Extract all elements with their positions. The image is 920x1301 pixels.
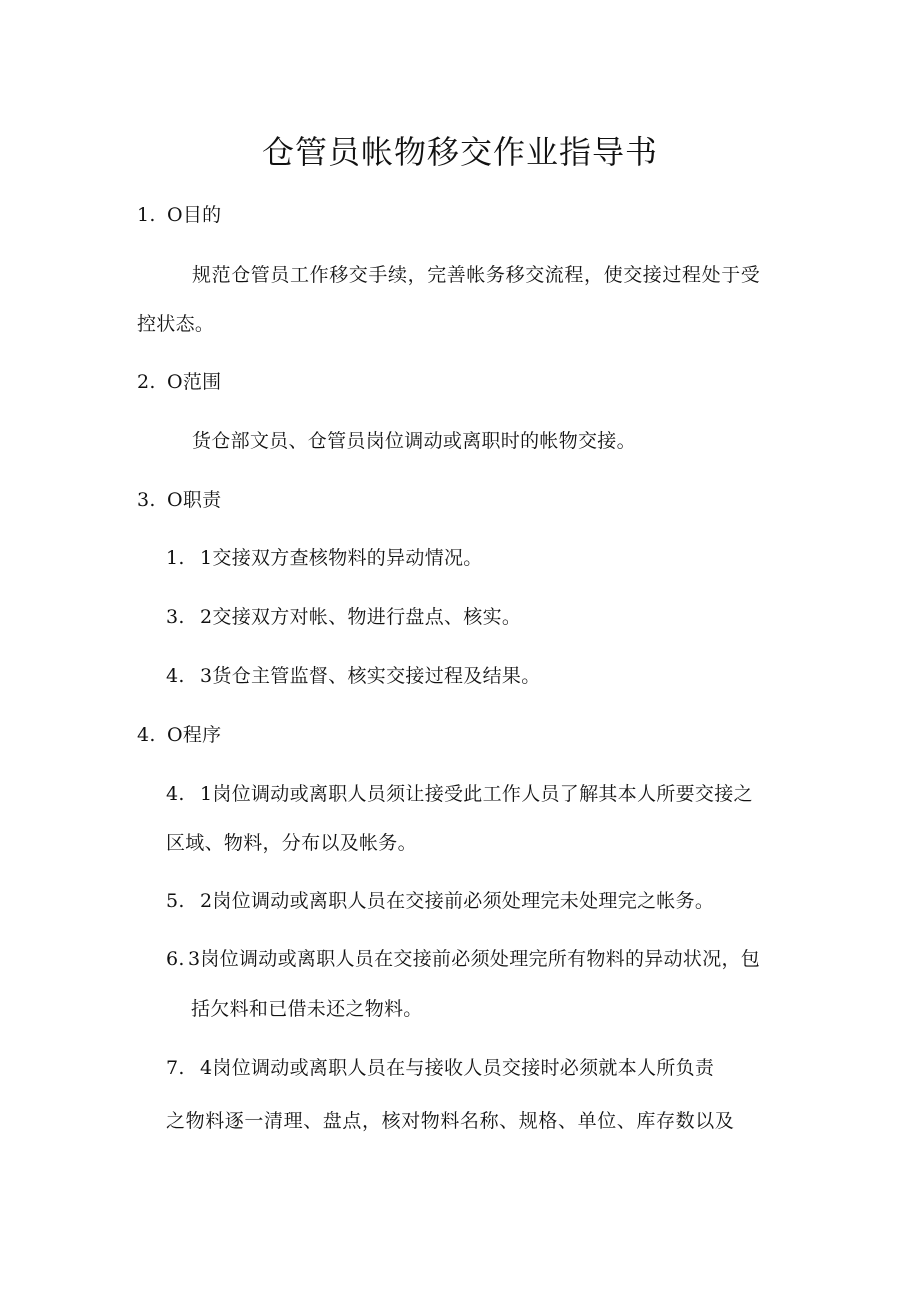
item-text: 2交接双方对帐、物进行盘点、核实。 bbox=[200, 606, 522, 628]
item-number: 5. bbox=[166, 890, 185, 912]
section-3-heading bbox=[137, 488, 221, 512]
page-title: 仓管员帐物移交作业指导书 bbox=[261, 133, 658, 171]
section-title: O程序 bbox=[167, 724, 222, 746]
section-number: 4. bbox=[137, 724, 156, 746]
section-title: O目的 bbox=[167, 204, 222, 226]
list-item bbox=[166, 664, 541, 688]
item-number: 6. bbox=[166, 948, 185, 970]
item-text: 1岗位调动或离职人员须让接受此工作人员了解其本人所要交接之 bbox=[200, 783, 753, 805]
section-number: 2. bbox=[137, 371, 156, 393]
item-continuation: 括欠料和已借未还之物料。 bbox=[191, 998, 423, 1020]
item-continuation: 之物料逐一清理、盘点，核对物料名称、规格、单位、库存数以及 bbox=[166, 1110, 735, 1132]
item-number: 3. bbox=[166, 606, 185, 628]
section-title: O职责 bbox=[167, 489, 222, 511]
paragraph-line: 货仓部文员、仓管员岗位调动或离职时的帐物交接。 bbox=[192, 430, 636, 452]
item-number: 1. bbox=[166, 547, 185, 569]
item-text: 3岗位调动或离职人员在交接前必须处理完所有物料的异动状况，包 bbox=[188, 948, 761, 970]
section-1-heading bbox=[137, 203, 221, 227]
list-item bbox=[166, 546, 483, 570]
item-continuation: 区域、物料，分布以及帐务。 bbox=[166, 832, 417, 854]
item-number: 4. bbox=[166, 665, 185, 687]
list-item bbox=[166, 1056, 714, 1080]
item-text: 4岗位调动或离职人员在与接收人员交接时必须就本人所负责 bbox=[200, 1057, 715, 1079]
paragraph-line: 规范仓管员工作移交手续，完善帐务移交流程，使交接过程处于受 bbox=[192, 264, 761, 286]
section-title: O范围 bbox=[167, 371, 222, 393]
list-item bbox=[166, 889, 714, 913]
item-text: 3货仓主管监督、核实交接过程及结果。 bbox=[200, 665, 541, 687]
section-number: 3. bbox=[137, 489, 156, 511]
section-number: 1. bbox=[137, 204, 156, 226]
list-item bbox=[166, 947, 760, 971]
item-number: 4. bbox=[166, 783, 185, 805]
section-4-heading bbox=[137, 723, 221, 747]
item-text: 2岗位调动或离职人员在交接前必须处理完未处理完之帐务。 bbox=[200, 890, 715, 912]
item-number: 7. bbox=[166, 1057, 185, 1079]
paragraph-line: 控状态。 bbox=[137, 313, 215, 335]
section-2-heading bbox=[137, 370, 221, 394]
item-text: 1交接双方查核物料的异动情况。 bbox=[200, 547, 483, 569]
list-item bbox=[166, 605, 521, 629]
list-item bbox=[166, 782, 753, 806]
